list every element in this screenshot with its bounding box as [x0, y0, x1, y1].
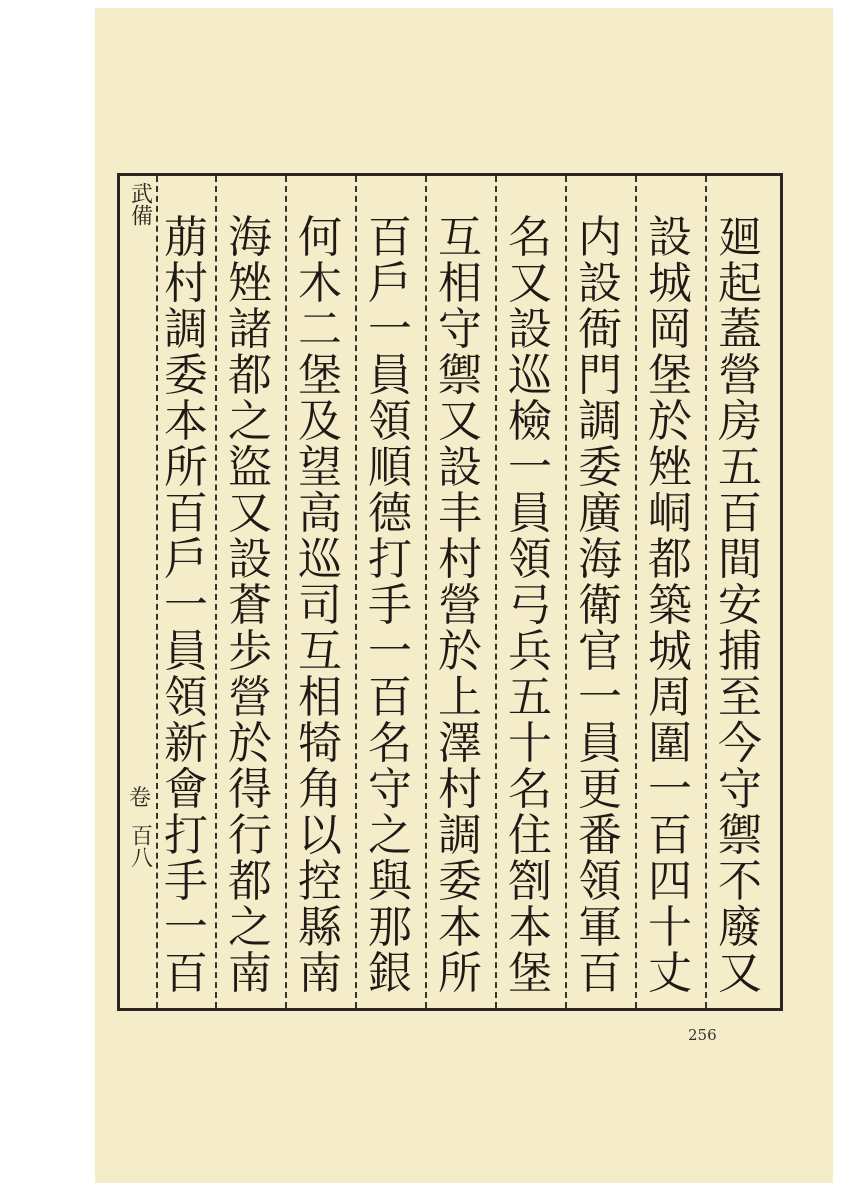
column-character: 與 [368, 856, 412, 907]
margin-title: 武備 [127, 182, 153, 226]
text-column [289, 212, 351, 999]
column-character: 銀 [368, 948, 412, 999]
column-rule [425, 176, 427, 1008]
column-character: 禦 [438, 350, 482, 401]
page-number: 256 [688, 1026, 717, 1044]
column-character: 名 [508, 212, 552, 263]
column-character: 五 [508, 672, 552, 723]
column-character: 檢 [508, 396, 552, 447]
column-character: 何 [298, 212, 342, 263]
column-character: 百 [718, 488, 762, 539]
column-character: 營 [228, 672, 272, 723]
text-column [639, 212, 701, 999]
column-character: 南 [228, 948, 272, 999]
text-column [429, 212, 491, 999]
column-rule [565, 176, 567, 1008]
column-character: 本 [164, 396, 208, 447]
column-character: 圍 [648, 718, 692, 769]
column-character: 設 [648, 212, 692, 263]
column-character: 百 [164, 488, 208, 539]
column-character: 所 [438, 948, 482, 999]
column-character: 打 [164, 810, 208, 861]
column-character: 戶 [164, 534, 208, 585]
column-character: 巡 [508, 350, 552, 401]
column-character: 新 [164, 718, 208, 769]
column-character: 百 [368, 672, 412, 723]
column-character: 矬 [648, 442, 692, 493]
column-character: 守 [718, 764, 762, 815]
text-frame [117, 173, 783, 1011]
column-character: 調 [438, 810, 482, 861]
column-character: 村 [438, 764, 482, 815]
column-character: 控 [298, 856, 342, 907]
column-character: 丈 [648, 948, 692, 999]
column-character: 行 [228, 810, 272, 861]
column-character: 今 [718, 718, 762, 769]
margin-strip [126, 176, 154, 1008]
column-character: 内 [578, 212, 622, 263]
column-character: 住 [508, 810, 552, 861]
text-column [569, 212, 631, 999]
column-character: 設 [228, 534, 272, 585]
column-character: 築 [648, 580, 692, 631]
column-character: 至 [718, 672, 762, 723]
column-character: 於 [228, 718, 272, 769]
column-character: 設 [438, 442, 482, 493]
column-character: 又 [718, 948, 762, 999]
column-character: 互 [298, 626, 342, 677]
column-character: 員 [368, 350, 412, 401]
column-character: 互 [438, 212, 482, 263]
column-character: 盜 [228, 442, 272, 493]
text-column [219, 212, 281, 999]
column-character: 丰 [438, 488, 482, 539]
column-character: 本 [508, 902, 552, 953]
column-character: 一 [648, 764, 692, 815]
column-character: 起 [718, 258, 762, 309]
column-character: 又 [228, 488, 272, 539]
column-character: 德 [368, 488, 412, 539]
column-character: 更 [578, 764, 622, 815]
column-character: 廢 [718, 902, 762, 953]
column-character: 堡 [648, 350, 692, 401]
column-character: 城 [648, 258, 692, 309]
column-character: 委 [164, 350, 208, 401]
column-character: 村 [438, 534, 482, 585]
column-character: 領 [368, 396, 412, 447]
column-character: 間 [718, 534, 762, 585]
column-character: 名 [368, 718, 412, 769]
column-character: 望 [298, 442, 342, 493]
column-character: 委 [438, 856, 482, 907]
column-character: 都 [228, 856, 272, 907]
column-character: 衛 [578, 580, 622, 631]
column-character: 十 [648, 902, 692, 953]
column-rule [285, 176, 287, 1008]
column-character: 城 [648, 626, 692, 677]
column-character: 設 [508, 304, 552, 355]
column-character: 順 [368, 442, 412, 493]
column-rule [705, 176, 707, 1008]
column-character: 安 [718, 580, 762, 631]
column-character: 角 [298, 764, 342, 815]
column-character: 本 [438, 902, 482, 953]
column-character: 守 [438, 304, 482, 355]
column-character: 弓 [508, 580, 552, 631]
column-character: 房 [718, 396, 762, 447]
column-character: 百 [578, 948, 622, 999]
column-character: 巡 [298, 534, 342, 585]
column-character: 門 [578, 350, 622, 401]
column-character: 四 [648, 856, 692, 907]
column-rule [635, 176, 637, 1008]
column-character: 萠 [164, 212, 208, 263]
column-character: 會 [164, 764, 208, 815]
column-character: 又 [438, 396, 482, 447]
column-character: 二 [298, 304, 342, 355]
column-character: 於 [648, 396, 692, 447]
column-character: 調 [578, 396, 622, 447]
column-character: 一 [508, 442, 552, 493]
column-character: 所 [164, 442, 208, 493]
column-character: 十 [508, 718, 552, 769]
column-character: 澤 [438, 718, 482, 769]
column-character: 一 [164, 580, 208, 631]
column-character: 戶 [368, 258, 412, 309]
column-character: 捕 [718, 626, 762, 677]
column-character: 海 [578, 534, 622, 585]
column-character: 堡 [508, 948, 552, 999]
column-character: 相 [298, 672, 342, 723]
column-character: 犄 [298, 718, 342, 769]
column-character: 一 [368, 304, 412, 355]
column-character: 禦 [718, 810, 762, 861]
column-character: 一 [578, 672, 622, 723]
column-character: 縣 [298, 902, 342, 953]
column-character: 領 [508, 534, 552, 585]
column-character: 之 [228, 396, 272, 447]
column-character: 峒 [648, 488, 692, 539]
column-character: 村 [164, 258, 208, 309]
column-character: 那 [368, 902, 412, 953]
column-character: 周 [648, 672, 692, 723]
column-character: 員 [578, 718, 622, 769]
column-character: 諸 [228, 304, 272, 355]
column-character: 木 [298, 258, 342, 309]
column-character: 軍 [578, 902, 622, 953]
column-character: 蓋 [718, 304, 762, 355]
margin-leaf: 百八 [127, 824, 153, 868]
column-character: 之 [368, 810, 412, 861]
column-character: 堡 [298, 350, 342, 401]
column-character: 相 [438, 258, 482, 309]
column-character: 及 [298, 396, 342, 447]
column-character: 司 [298, 580, 342, 631]
column-character: 領 [578, 856, 622, 907]
column-character: 矬 [228, 258, 272, 309]
column-character: 都 [648, 534, 692, 585]
column-character: 百 [368, 212, 412, 263]
column-character: 之 [228, 902, 272, 953]
column-character: 打 [368, 534, 412, 585]
column-character: 於 [438, 626, 482, 677]
column-character: 以 [298, 810, 342, 861]
column-character: 劄 [508, 856, 552, 907]
column-character: 調 [164, 304, 208, 355]
column-character: 高 [298, 488, 342, 539]
column-character: 廻 [718, 212, 762, 263]
column-character: 歩 [228, 626, 272, 677]
column-character: 營 [438, 580, 482, 631]
column-character: 岡 [648, 304, 692, 355]
text-column [709, 212, 771, 999]
column-character: 蒼 [228, 580, 272, 631]
column-character: 番 [578, 810, 622, 861]
column-character: 領 [164, 672, 208, 723]
column-character: 五 [718, 442, 762, 493]
column-character: 廣 [578, 488, 622, 539]
column-character: 官 [578, 626, 622, 677]
column-character: 又 [508, 258, 552, 309]
column-character: 員 [508, 488, 552, 539]
column-rule [355, 176, 357, 1008]
column-character: 南 [298, 948, 342, 999]
column-character: 百 [648, 810, 692, 861]
column-character: 都 [228, 350, 272, 401]
column-character: 員 [164, 626, 208, 677]
column-character: 一 [164, 902, 208, 953]
column-character: 一 [368, 626, 412, 677]
column-character: 百 [164, 948, 208, 999]
column-rule [495, 176, 497, 1008]
text-column [155, 212, 217, 999]
margin-volume: 卷 [128, 786, 151, 811]
column-character: 衙 [578, 304, 622, 355]
text-column [499, 212, 561, 999]
column-character: 委 [578, 442, 622, 493]
column-character: 設 [578, 258, 622, 309]
text-column [359, 212, 421, 999]
column-character: 手 [368, 580, 412, 631]
column-character: 守 [368, 764, 412, 815]
column-character: 營 [718, 350, 762, 401]
column-character: 不 [718, 856, 762, 907]
column-character: 上 [438, 672, 482, 723]
column-character: 手 [164, 856, 208, 907]
column-character: 海 [228, 212, 272, 263]
column-character: 兵 [508, 626, 552, 677]
column-character: 名 [508, 764, 552, 815]
column-character: 得 [228, 764, 272, 815]
